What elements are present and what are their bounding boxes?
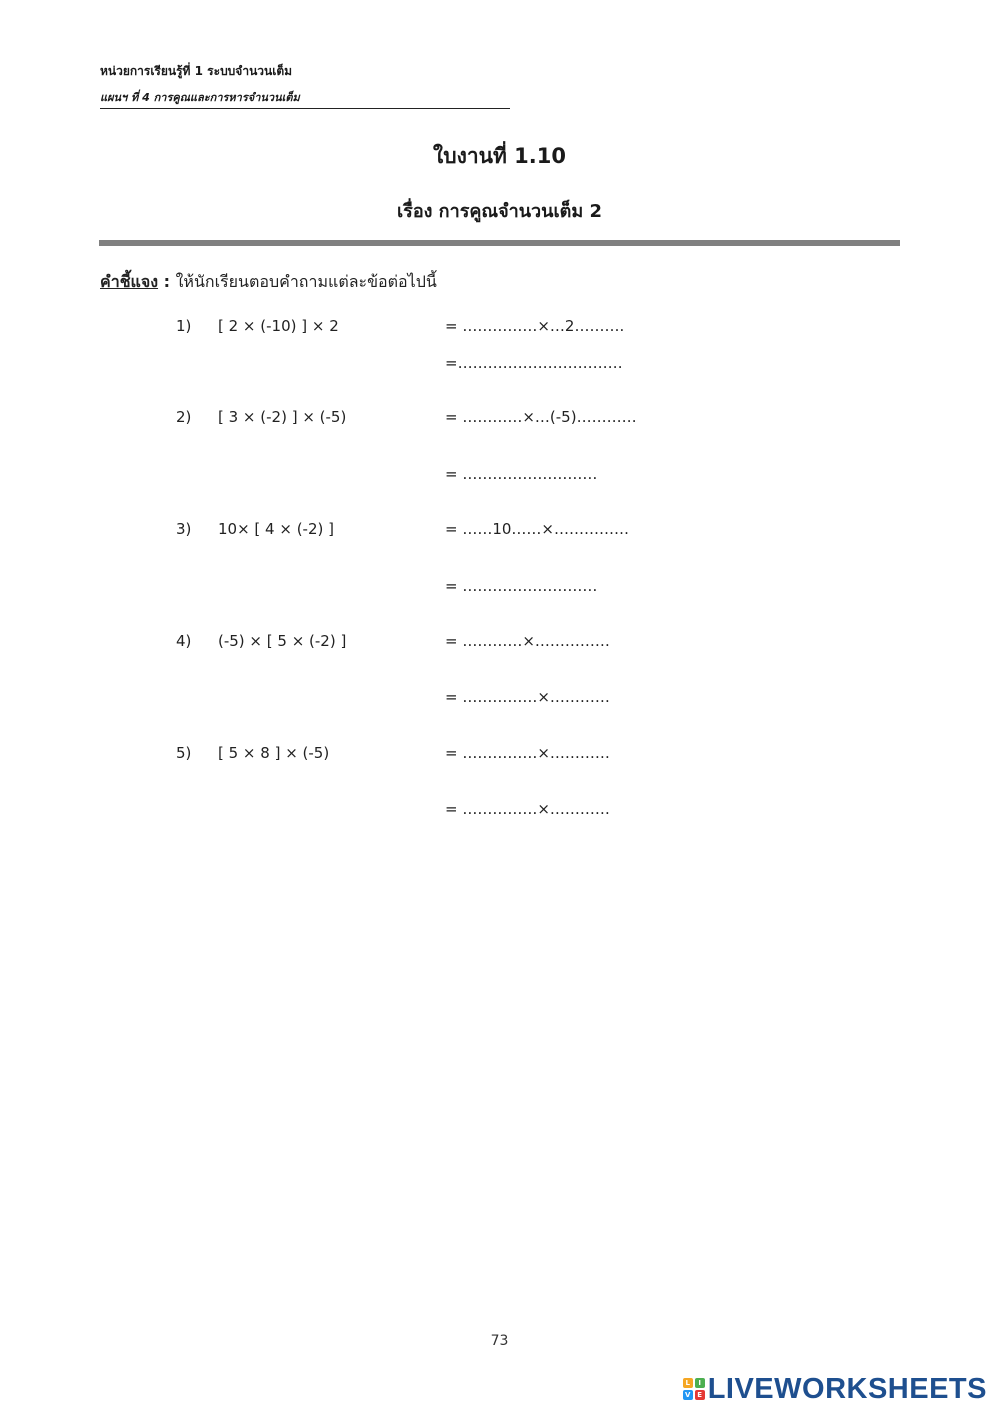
- header-divider: [100, 108, 510, 109]
- question-row: [0, 408, 999, 432]
- instruction-label: คำชี้แจง: [100, 272, 159, 291]
- question-row: [0, 317, 999, 341]
- logo-tile: E: [695, 1390, 705, 1400]
- brand-name: LIVEWORKSHEETS: [707, 1372, 987, 1405]
- liveworksheets-logo-icon: [683, 1378, 705, 1400]
- worksheet-subtitle: เรื่อง การคูณจำนวนเต็ม 2: [397, 201, 602, 222]
- question-number: 4): [176, 632, 192, 650]
- question-row: [0, 632, 999, 656]
- question-expression: 10× [ 4 × (-2) ]: [218, 520, 334, 538]
- answer-row: [0, 354, 999, 378]
- title-divider: [99, 240, 900, 246]
- question-expression: [ 5 × 8 ] × (-5): [218, 744, 330, 762]
- instruction: [100, 270, 437, 295]
- answer-step-2[interactable]: =……………………………: [445, 354, 623, 372]
- question-number: 5): [176, 744, 192, 762]
- logo-tile: L: [683, 1378, 693, 1388]
- answer-row: [0, 465, 999, 489]
- question-number: 1): [176, 317, 192, 335]
- question-expression: (-5) × [ 5 × (-2) ]: [218, 632, 347, 650]
- answer-step-1[interactable]: = …………×……………: [445, 632, 610, 650]
- answer-step-1[interactable]: = ……10……×……………: [445, 520, 629, 538]
- instruction-colon: :: [158, 272, 176, 291]
- question-row: [0, 744, 999, 768]
- answer-step-2[interactable]: = ………………………: [445, 577, 598, 595]
- answer-step-2[interactable]: = ………………………: [445, 465, 598, 483]
- answer-row: [0, 577, 999, 601]
- instruction-text: ให้นักเรียนตอบคำถามแต่ละข้อต่อไปนี้: [175, 272, 437, 291]
- page-number: 73: [490, 1333, 509, 1349]
- question-row: [0, 520, 999, 544]
- answer-step-2[interactable]: = ……………×…………: [445, 688, 610, 706]
- answer-step-2[interactable]: = ……………×…………: [445, 800, 610, 818]
- answer-step-1[interactable]: = ……………×…2……….: [445, 317, 625, 335]
- answer-row: [0, 688, 999, 712]
- question-number: 2): [176, 408, 192, 426]
- plan-header: แผนฯ ที่ 4 การคูณและการหารจำนวนเต็ม: [100, 91, 300, 104]
- worksheet-title: ใบงานที่ 1.10: [433, 144, 566, 168]
- answer-step-1[interactable]: = ……………×…………: [445, 744, 610, 762]
- unit-header: หน่วยการเรียนรู้ที่ 1 ระบบจำนวนเต็ม: [100, 64, 293, 78]
- answer-step-1[interactable]: = …………×…(-5)…………: [445, 408, 637, 426]
- question-number: 3): [176, 520, 192, 538]
- logo-tile: I: [695, 1378, 705, 1388]
- question-expression: [ 2 × (-10) ] × 2: [218, 317, 339, 335]
- liveworksheets-brand: [683, 1372, 987, 1406]
- question-expression: [ 3 × (-2) ] × (-5): [218, 408, 347, 426]
- logo-tile: V: [683, 1390, 693, 1400]
- answer-row: [0, 800, 999, 824]
